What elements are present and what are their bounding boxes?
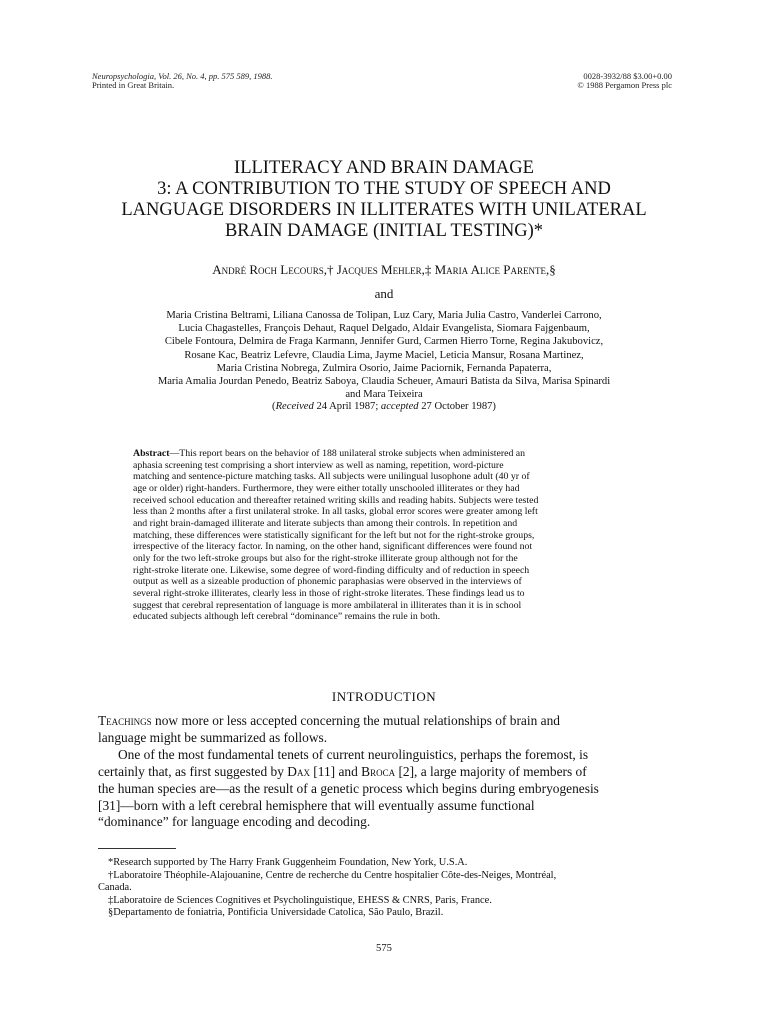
coauthor-line: and Mara Teixeira bbox=[345, 389, 423, 401]
coauthor-line: Cibele Fontoura, Delmira de Fraga Karmann, Jennifer Gurd, Carmen Hierro Torne, Regina Jakubovicz, bbox=[164, 336, 604, 348]
footnote-line: Canada. bbox=[98, 882, 132, 894]
footnote-line: †Laboratoire Théophile-Alajouanine, Centre de recherche du Centre hospitalier Côte-des-Neiges, Montréal, bbox=[108, 869, 557, 881]
abstract-line bbox=[133, 448, 638, 460]
received-date: 24 April 1987; bbox=[313, 401, 381, 412]
introduction-body bbox=[98, 713, 672, 831]
copyright-block bbox=[577, 72, 672, 90]
coauthor-line: Rosane Kac, Beatriz Lefevre, Claudia Lima, Jayme Maciel, Leticia Mansur, Rosana Martinez, bbox=[184, 349, 584, 361]
body-text-run: now more or less accepted concerning the mutual relationships of brain and bbox=[151, 713, 560, 728]
abstract-line: matching, these differences were statistically significant for the left but not for the right-stroke groups, bbox=[133, 529, 535, 541]
page-number: 575 bbox=[376, 943, 392, 954]
body-line: “dominance” for language encoding and decoding. bbox=[98, 814, 371, 830]
introduction-heading: INTRODUCTION bbox=[331, 689, 437, 704]
and-separator: and bbox=[374, 286, 394, 301]
title-line: 3: A CONTRIBUTION TO THE STUDY OF SPEECH AND bbox=[157, 179, 611, 199]
abstract-line: suggest that cerebral representation of language is more ambilateral in illiterates than it is in school bbox=[133, 599, 522, 611]
footnote-line: *Research supported by The Harry Frank Guggenheim Foundation, New York, U.S.A. bbox=[108, 857, 468, 868]
lead-word: Teachings bbox=[98, 713, 152, 728]
body-line: language might be summarized as follows. bbox=[98, 729, 328, 745]
body-text-run: [11] and bbox=[309, 763, 362, 779]
author-ref-dax: Dax bbox=[287, 763, 310, 779]
coauthor-line: Maria Cristina Nobrega, Zulmira Osorio, Jaime Paciornik, Fernanda Papaterra, bbox=[216, 362, 552, 374]
abstract-line: only for the two left-stroke groups but also for the right-stroke illiterate group although not for the bbox=[133, 552, 518, 564]
accepted-date: 27 October 1987) bbox=[418, 401, 496, 412]
title-line: ILLITERACY AND BRAIN DAMAGE bbox=[234, 158, 534, 178]
received-dates bbox=[60, 401, 708, 412]
footnote-line: §Departamento de foniatria, Pontificia Universidade Catolica, São Paulo, Brazil. bbox=[108, 907, 444, 919]
abstract-line: age or older) right-handers. Furthermore, they were either totally unschooled illiterates or they had bbox=[133, 482, 520, 494]
coauthor-line: Lucia Chagastelles, François Dehaut, Raquel Delgado, Aldair Evangelista, Siomara Fajgenbaum, bbox=[178, 323, 590, 335]
footnote-line: ‡Laboratoire de Sciences Cognitives et Psycholinguistique, EHESS & CNRS, Paris, France. bbox=[108, 894, 492, 906]
author-ref-broca: Broca bbox=[361, 763, 396, 779]
body-line: the human species are—as the result of a genetic process which begins during embryogenesis bbox=[98, 780, 599, 796]
footnotes bbox=[98, 857, 678, 920]
abstract-line: received school education and thereafter retained writing skills and reading habits. Subjects were tested bbox=[133, 494, 539, 506]
abstract-line: output as well as a sizeable production of phonemic paraphasias were observed in the interviews of bbox=[133, 576, 522, 588]
abstract-line: right-stroke literate one. Likewise, some degree of word-finding difficulty and of reduction in speech bbox=[133, 564, 530, 576]
abstract-keyword: Abstract bbox=[133, 448, 170, 459]
abstract bbox=[133, 448, 638, 623]
received-open: ( bbox=[272, 401, 276, 412]
coauthor-line: Maria Amalia Jourdan Penedo, Beatriz Saboya, Claudia Scheuer, Amauri Batista da Silva, Marisa Spinardi bbox=[157, 376, 611, 388]
journal-citation bbox=[92, 72, 273, 90]
main-authors: André Roch Lecours,† Jacques Mehler,‡ Maria Alice Parente,§ bbox=[212, 262, 556, 277]
abstract-first-line: —This report bears on the behavior of 188 unilateral stroke subjects when administered an bbox=[169, 448, 526, 459]
issn-line: 0028-3932/88 $3.00+0.00 bbox=[583, 71, 672, 81]
body-line bbox=[98, 747, 672, 764]
title-line: LANGUAGE DISORDERS IN ILLITERATES WITH UNILATERAL bbox=[121, 200, 647, 220]
body-line: [31]—born with a left cerebral hemisphere that will eventually assume functional bbox=[98, 797, 535, 813]
co-authors bbox=[90, 309, 678, 401]
abstract-line: and right brain-damaged illiterate and literate subjects than among their controls. In repetition and bbox=[133, 517, 518, 529]
printed-in-line: Printed in Great Britain. bbox=[92, 80, 175, 90]
body-text-run: certainly that, as first suggested by bbox=[98, 763, 288, 779]
abstract-line: less than 2 months after a first unilateral stroke. In all tasks, global error scores were greater among left bbox=[133, 506, 538, 518]
body-text-run: [2], a large majority of members of bbox=[395, 763, 587, 779]
footnote-rule bbox=[98, 848, 176, 849]
abstract-line: several right-stroke illiterates, clearly less in those of right-stroke literates. These findings lead us to bbox=[133, 587, 525, 599]
abstract-line: aphasia screening test comprising a short interview as well as naming, repetition, word-picture bbox=[133, 459, 504, 471]
title-line: BRAIN DAMAGE (INITIAL TESTING)* bbox=[224, 221, 544, 241]
copyright-line: © 1988 Pergamon Press plc bbox=[577, 80, 672, 90]
abstract-line: irrespective of the literacy factor. In naming, on the other hand, significant differences were found not bbox=[133, 541, 533, 553]
paper-title bbox=[60, 158, 708, 242]
citation-line: Neuropsychologia, Vol. 26, No. 4, pp. 575 589, 1988. bbox=[92, 71, 273, 81]
body-line bbox=[98, 764, 672, 781]
received-label: Received bbox=[275, 401, 314, 412]
coauthor-line: Maria Cristina Beltrami, Liliana Canossa de Tolipan, Luz Cary, Maria Julia Castro, Vanderlei Carrono, bbox=[166, 310, 602, 321]
body-text-run: One of the most fundamental tenets of current neurolinguistics, perhaps the foremost, is bbox=[118, 746, 589, 762]
abstract-line: educated subjects although left cerebral “dominance” remains the rule in both. bbox=[133, 611, 441, 623]
body-line bbox=[98, 713, 672, 730]
abstract-line: matching and sentence-picture matching tasks. All subjects were unilingual lusophone adult (40 yr of bbox=[133, 471, 530, 483]
accepted-label: accepted bbox=[380, 401, 419, 412]
